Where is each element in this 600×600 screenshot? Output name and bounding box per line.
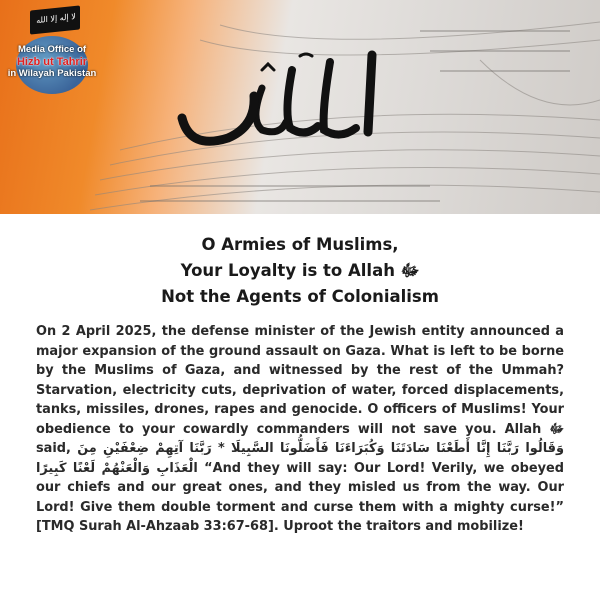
flag-text: لا إله إلا الله (36, 11, 76, 26)
body-text-end: “And they will say: Our Lord! Verily, we obeyed our chiefs and our great ones, and they misled us from the way. Our Lord! Give them double torment and curse them with a mighty curse!” [TMQ Surah Al-Ahzaab 33:67-68]. Uproot the traitors and mobilize! (36, 460, 565, 534)
logo-line-3: in Wilayah Pakistan (7, 68, 97, 79)
title-line-1: O Armies of Muslims, (201, 235, 399, 254)
body-paragraph (36, 322, 564, 537)
logo-line-1: Media Office of (17, 44, 87, 55)
media-office-logo (6, 6, 98, 102)
title-line-3: Not the Agents of Colonialism (161, 287, 439, 306)
logo-text (6, 44, 98, 80)
body-text-start: On 2 April 2025, the defense minister of the Jewish entity announced a major expansion of the ground assault on Gaza. What is left to be borne by the Muslims of Gaza, and witnessed by the rest of the Ummah? Starvation, electricity cuts, deprivation of water, forced displacements, tanks, missiles, drones, rapes and genocide. O officers of Muslims! Your obedience to your cowardly commanders will not save you. Allah ﷻ said, (36, 324, 564, 456)
title-line-2: Your Loyalty is to Allah ﷻ (180, 261, 420, 280)
arabic-verse: وَقَالُوا رَبَّنَا إِنَّا أَطَعْنَا سَادَتَنَا وَكُبَرَاءَنَا فَأَضَلُّونَا السَّبِيلَا * رَبَّنَا آتِهِمْ ضِعْفَيْنِ مِنَ الْعَذَابِ وَالْعَنْهُمْ لَعْنًا كَبِيرًا (36, 441, 565, 476)
logo-line-2: Hizb ut Tahrir (16, 56, 88, 68)
header-banner (0, 0, 600, 214)
page-title (0, 232, 600, 310)
